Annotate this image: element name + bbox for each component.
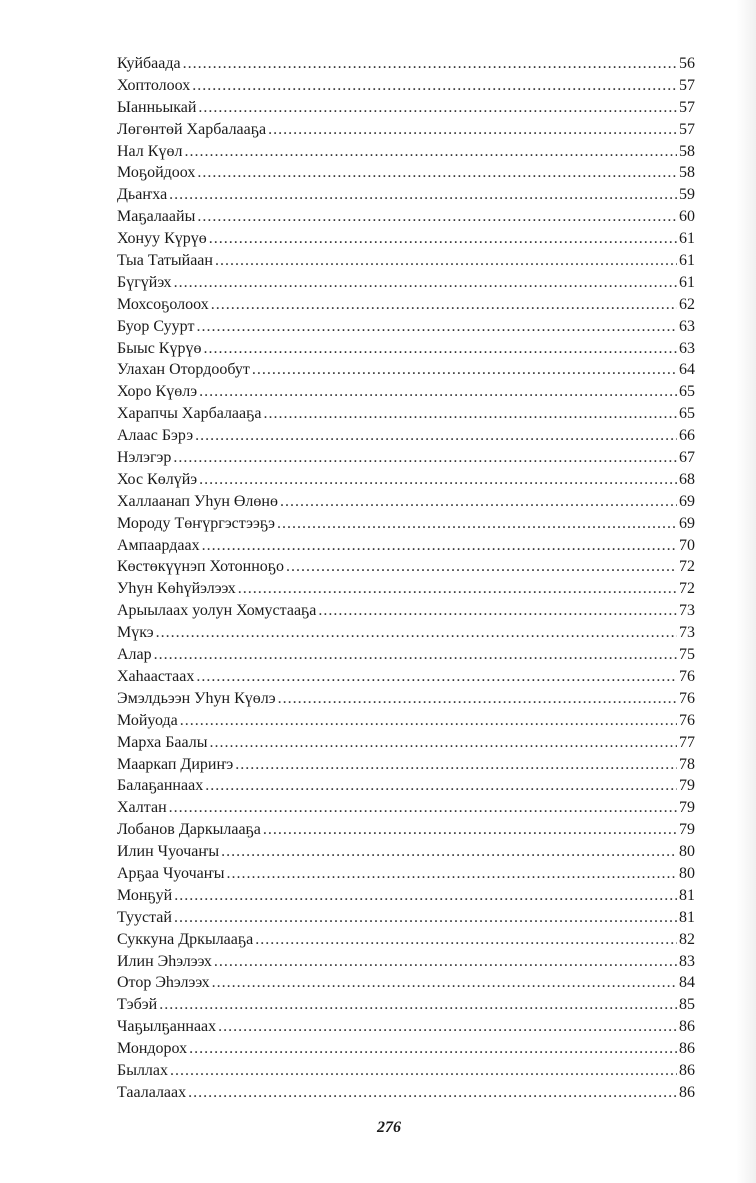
toc-entry-page: 86: [679, 1018, 695, 1036]
toc-entry: [117, 622, 695, 644]
toc-entry-title: Нал Күөл: [117, 142, 183, 160]
toc-entry-page: 63: [679, 339, 695, 357]
toc-entry-title: Отор Эһэлээх: [117, 974, 210, 992]
dot-leader: [180, 710, 677, 732]
toc-entry-page: 62: [679, 295, 695, 313]
toc-entry-page: 79: [679, 821, 695, 839]
toc-entry-page: 72: [679, 580, 695, 598]
dot-leader: [169, 184, 677, 206]
dot-leader: [263, 403, 677, 425]
toc-entry: [117, 359, 695, 381]
dot-leader: [188, 1082, 677, 1104]
toc-entry-page: 69: [679, 492, 695, 510]
toc-entry-title: Илин Эһэлээх: [117, 952, 212, 970]
toc-entry-page: 69: [679, 514, 695, 532]
toc-entry-title: Таалалаах: [117, 1083, 187, 1101]
toc-entry: [117, 513, 695, 535]
toc-entry-page: 75: [679, 646, 695, 664]
toc-entry-page: 86: [679, 1040, 695, 1058]
table-of-contents: [117, 53, 695, 1104]
dot-leader: [221, 841, 677, 863]
toc-entry-page: 65: [679, 383, 695, 401]
toc-entry-title: Нэлэгэр: [117, 449, 172, 467]
toc-entry-page: 72: [679, 558, 695, 576]
toc-entry-title: Буор Суурт: [117, 317, 195, 335]
toc-entry: [117, 972, 695, 994]
toc-entry-page: 80: [679, 864, 695, 882]
toc-entry: [117, 600, 695, 622]
dot-leader: [212, 972, 677, 994]
toc-entry-page: 57: [679, 120, 695, 138]
dot-leader: [278, 688, 677, 710]
toc-entry: [117, 1060, 695, 1082]
dot-leader: [199, 381, 677, 403]
toc-entry-page: 80: [679, 843, 695, 861]
toc-entry-title: Мойуода: [117, 711, 178, 729]
toc-entry: [117, 863, 695, 885]
dot-leader: [196, 316, 677, 338]
toc-entry: [117, 250, 695, 272]
toc-entry-page: 73: [679, 624, 695, 642]
dot-leader: [218, 1016, 677, 1038]
toc-entry-title: Моҕойдоох: [117, 164, 196, 182]
toc-entry-page: 76: [679, 711, 695, 729]
toc-entry-title: Балаҕаннаах: [117, 777, 204, 795]
toc-entry-title: Марха Баалы: [117, 733, 208, 751]
toc-entry: [117, 556, 695, 578]
toc-entry: [117, 184, 695, 206]
toc-entry: [117, 1038, 695, 1060]
dot-leader: [235, 754, 677, 776]
toc-entry-page: 61: [679, 230, 695, 248]
dot-leader: [203, 338, 677, 360]
toc-entry-page: 73: [679, 602, 695, 620]
dot-leader: [268, 119, 677, 141]
toc-entry-page: 64: [679, 361, 695, 379]
dot-leader: [169, 797, 677, 819]
dot-leader: [226, 863, 677, 885]
toc-entry: [117, 535, 695, 557]
toc-entry: [117, 885, 695, 907]
toc-entry-page: 81: [679, 886, 695, 904]
dot-leader: [215, 250, 677, 272]
toc-entry-page: 56: [679, 55, 695, 72]
dot-leader: [195, 425, 677, 447]
toc-entry-page: 76: [679, 689, 695, 707]
dot-leader: [197, 206, 677, 228]
dot-leader: [174, 272, 677, 294]
toc-entry: [117, 1082, 695, 1104]
dot-leader: [238, 578, 677, 600]
toc-entry-title: Эмэлдьээн Уһун Күөлэ: [117, 689, 276, 707]
toc-entry: [117, 644, 695, 666]
toc-entry-page: 70: [679, 536, 695, 554]
dot-leader: [277, 513, 677, 535]
toc-entry-page: 58: [679, 164, 695, 182]
toc-entry-title: Алар: [117, 646, 152, 664]
dot-leader: [183, 53, 677, 75]
toc-entry-page: 77: [679, 733, 695, 751]
toc-entry-title: Мондорох: [117, 1040, 188, 1058]
toc-entry: [117, 491, 695, 513]
toc-entry: [117, 425, 695, 447]
toc-entry-title: Дьаҥха: [117, 186, 168, 204]
toc-entry-title: Бүгүйэх: [117, 273, 172, 291]
toc-entry-title: Куйбаада: [117, 55, 181, 72]
dot-leader: [174, 907, 677, 929]
toc-entry-title: Илин Чуочаҥы: [117, 843, 220, 861]
toc-entry: [117, 710, 695, 732]
dot-leader: [199, 469, 677, 491]
dot-leader: [286, 556, 677, 578]
toc-entry-page: 78: [679, 755, 695, 773]
toc-entry: [117, 754, 695, 776]
page-number: 276: [377, 1119, 401, 1136]
toc-entry-title: Мүкэ: [117, 624, 154, 642]
toc-entry: [117, 119, 695, 141]
toc-entry: [117, 994, 695, 1016]
toc-entry: [117, 272, 695, 294]
toc-entry-title: Уһун Көһүйэлээх: [117, 580, 236, 598]
toc-entry-title: Мохсоҕолоох: [117, 295, 209, 313]
toc-entry: [117, 732, 695, 754]
dot-leader: [196, 666, 677, 688]
toc-entry: [117, 775, 695, 797]
toc-entry-title: Хос Көлүйэ: [117, 470, 198, 488]
toc-entry-title: Мороду Төҥүргэстээҕэ: [117, 514, 276, 532]
dot-leader: [263, 819, 677, 841]
toc-entry: [117, 841, 695, 863]
toc-entry-title: Лобанов Даркылааҕа: [117, 821, 261, 839]
dot-leader: [173, 447, 677, 469]
toc-entry-page: 61: [679, 252, 695, 270]
dot-leader: [192, 75, 677, 97]
toc-entry-title: Лөгөнтөй Харбалааҕа: [117, 120, 267, 138]
toc-entry: [117, 97, 695, 119]
toc-entry: [117, 316, 695, 338]
toc-entry-title: Тыа Татыйаан: [117, 252, 213, 270]
dot-leader: [205, 775, 677, 797]
toc-entry: [117, 141, 695, 163]
toc-entry-title: Хаһаастаах: [117, 667, 195, 685]
dot-leader: [209, 732, 677, 754]
dot-leader: [209, 228, 677, 250]
page-edge-shadow: [736, 0, 756, 1183]
dot-leader: [197, 162, 677, 184]
toc-entry-title: Чаҕылҕаннаах: [117, 1018, 217, 1036]
toc-entry: [117, 447, 695, 469]
toc-entry-title: Ыанньыкай: [117, 98, 197, 116]
toc-entry: [117, 228, 695, 250]
dot-leader: [154, 644, 677, 666]
toc-entry-page: 61: [679, 273, 695, 291]
toc-entry: [117, 294, 695, 316]
toc-entry: [117, 666, 695, 688]
toc-entry: [117, 338, 695, 360]
toc-entry: [117, 951, 695, 973]
toc-entry-title: Улахан Отордообут: [117, 361, 250, 379]
toc-entry-page: 57: [679, 76, 695, 94]
dot-leader: [202, 535, 677, 557]
toc-entry-title: Хоро Күөлэ: [117, 383, 198, 401]
toc-entry-title: Харапчы Харбалааҕа: [117, 405, 262, 423]
toc-entry-title: Тэбэй: [117, 996, 158, 1014]
toc-entry-page: 76: [679, 667, 695, 685]
toc-entry-page: 59: [679, 186, 695, 204]
toc-entry: [117, 929, 695, 951]
toc-entry: [117, 381, 695, 403]
toc-entry-page: 84: [679, 974, 695, 992]
toc-entry-page: 82: [679, 930, 695, 948]
toc-entry-page: 65: [679, 405, 695, 423]
dot-leader: [255, 929, 677, 951]
dot-leader: [198, 97, 677, 119]
dot-leader: [184, 141, 677, 163]
toc-entry-title: Туустай: [117, 908, 172, 926]
toc-entry-page: 79: [679, 777, 695, 795]
toc-entry: [117, 819, 695, 841]
toc-entry: [117, 797, 695, 819]
toc-entry-page: 86: [679, 1061, 695, 1079]
toc-entry-title: Маҕалаайы: [117, 208, 196, 226]
dot-leader: [280, 491, 677, 513]
toc-entry: [117, 469, 695, 491]
toc-entry: [117, 162, 695, 184]
dot-leader: [174, 885, 677, 907]
toc-entry-title: Быыс Күрүө: [117, 339, 202, 357]
toc-entry-title: Алаас Бэрэ: [117, 427, 194, 445]
toc-entry-title: Арҕаа Чуочаҥы: [117, 864, 225, 882]
toc-entry-page: 86: [679, 1083, 695, 1101]
toc-entry: [117, 75, 695, 97]
dot-leader: [156, 622, 677, 644]
dot-leader: [318, 600, 677, 622]
dot-leader: [252, 359, 677, 381]
toc-entry-page: 81: [679, 908, 695, 926]
toc-entry-title: Көстөкүүнэп Хотонноҕо: [117, 558, 285, 576]
toc-entry-page: 79: [679, 799, 695, 817]
toc-entry-title: Халтан: [117, 799, 167, 817]
toc-entry: [117, 688, 695, 710]
dot-leader: [214, 951, 677, 973]
toc-entry-title: Ампаардаах: [117, 536, 200, 554]
toc-entry-page: 66: [679, 427, 695, 445]
toc-entry-title: Халлаанап Уһун Өлөнө: [117, 492, 278, 510]
toc-entry-title: Быллах: [117, 1061, 169, 1079]
toc-entry-page: 58: [679, 142, 695, 160]
toc-entry-page: 67: [679, 449, 695, 467]
toc-entry-title: Хоптолоох: [117, 76, 191, 94]
toc-entry: [117, 206, 695, 228]
toc-entry: [117, 907, 695, 929]
dot-leader: [170, 1060, 677, 1082]
dot-leader: [211, 294, 677, 316]
toc-entry-page: 83: [679, 952, 695, 970]
toc-entry-title: Арыылаах уолун Хомустааҕа: [117, 602, 317, 620]
dot-leader: [189, 1038, 677, 1060]
toc-entry-page: 57: [679, 98, 695, 116]
dot-leader: [159, 994, 677, 1016]
toc-entry: [117, 403, 695, 425]
toc-entry: [117, 53, 695, 75]
toc-entry-page: 85: [679, 996, 695, 1014]
toc-entry-page: 68: [679, 470, 695, 488]
toc-entry: [117, 578, 695, 600]
toc-entry-page: 60: [679, 208, 695, 226]
toc-entry-title: Монҕуй: [117, 886, 173, 904]
toc-entry-title: Суккуна Дркылааҕа: [117, 930, 254, 948]
toc-entry-title: Мааркап Дириҥэ: [117, 755, 234, 773]
toc-entry-title: Хонуу Күрүө: [117, 230, 207, 248]
toc-entry: [117, 1016, 695, 1038]
toc-entry-page: 63: [679, 317, 695, 335]
